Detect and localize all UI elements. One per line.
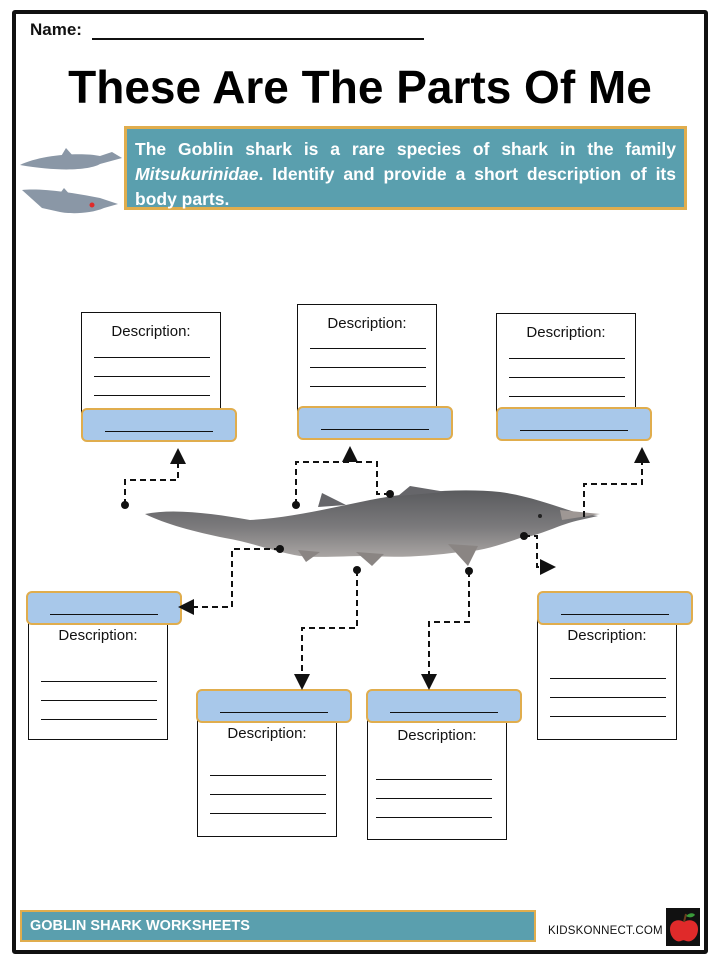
intro-text-2: . Identify and provide a short description of its body parts. [135, 164, 676, 209]
label-field-3[interactable] [496, 407, 652, 441]
description-label: Description: [526, 324, 606, 341]
description-box-5 [197, 710, 337, 837]
label-field-4[interactable] [26, 591, 182, 625]
name-label: Name: [30, 20, 82, 39]
description-label: Description: [58, 627, 138, 644]
label-field-6[interactable] [366, 689, 522, 723]
description-label: Description: [111, 323, 191, 340]
label-field-7[interactable] [537, 591, 693, 625]
description-label: Description: [567, 627, 647, 644]
description-label: Description: [227, 725, 307, 742]
footer-title: GOBLIN SHARK WORKSHEETS [20, 910, 536, 942]
name-input-line[interactable] [92, 38, 424, 40]
description-label: Description: [327, 315, 407, 332]
intro-family: Mitsukurinidae [135, 164, 259, 184]
label-field-5[interactable] [196, 689, 352, 723]
description-box-6 [367, 712, 507, 840]
intro-text-1: The Goblin shark is a rare species of shark in the family [135, 139, 676, 159]
intro-box [124, 126, 687, 210]
page-title: These Are The Parts Of Me [68, 61, 652, 113]
description-box-1 [81, 312, 221, 420]
label-field-2[interactable] [297, 406, 453, 440]
description-box-4 [28, 610, 168, 740]
description-box-2 [297, 304, 437, 412]
label-field-1[interactable] [81, 408, 237, 442]
description-box-7 [537, 610, 677, 740]
brand-label: KIDSKONNECT.COM [548, 925, 663, 937]
description-label: Description: [397, 727, 477, 744]
description-box-3 [496, 313, 636, 417]
